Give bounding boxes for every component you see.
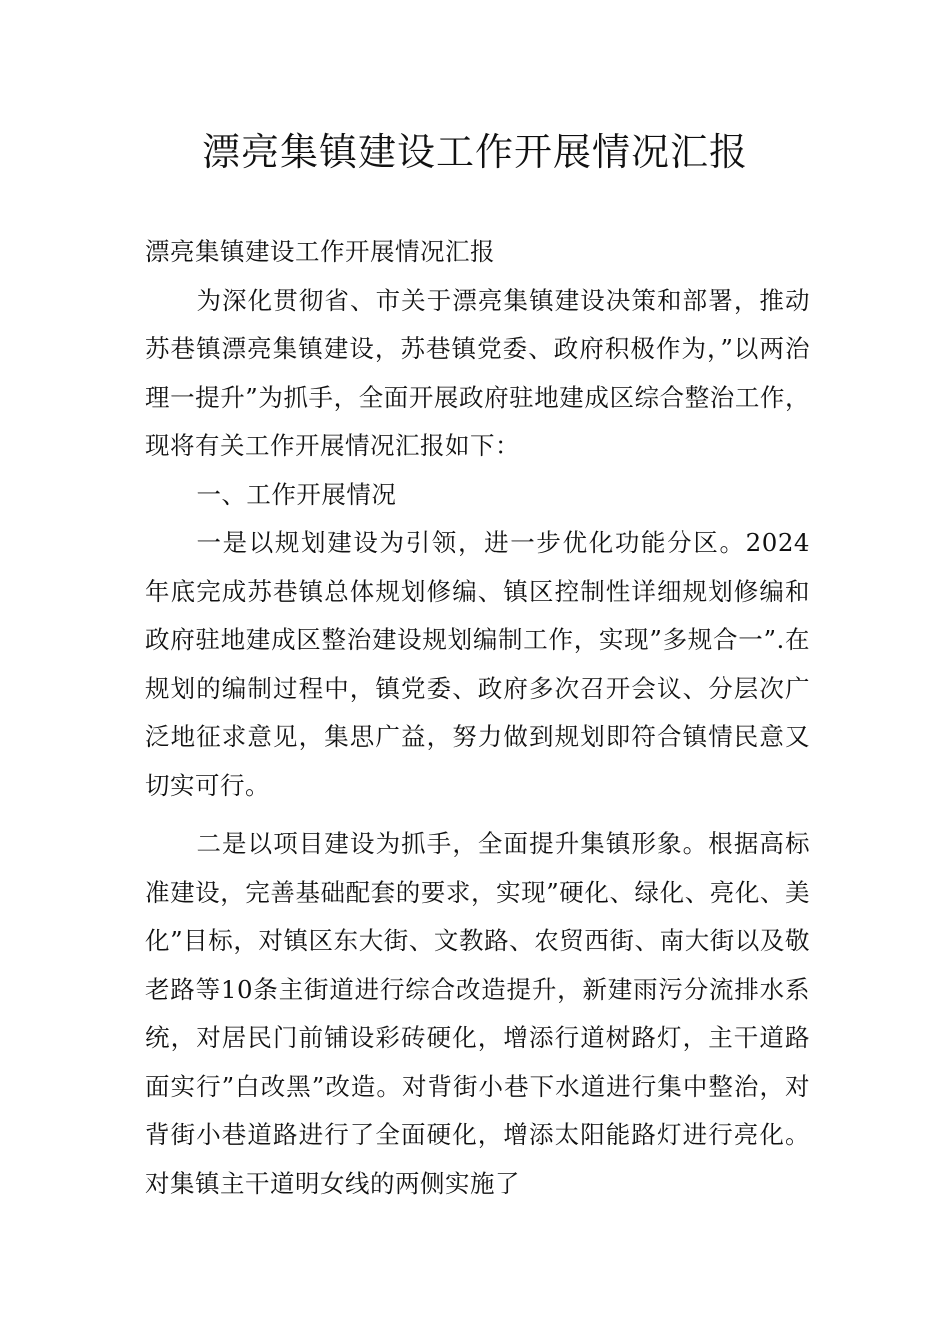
document-title: 漂亮集镇建设工作开展情况汇报 — [201, 130, 748, 174]
intro-paragraph: 为深化贯彻省、市关于漂亮集镇建设决策和部署，推动苏巷镇漂亮集镇建设，苏巷镇党委、政府积极作为，”以两治理一提升”为抓手，全面开展政府驻地建成区综合整治工作，现将有关工作开展情况汇报如下： — [145, 285, 810, 460]
body-paragraph-projects: 二是以项目建设为抓手，全面提升集镇形象。根据高标准建设，完善基础配套的要求，实现”硬化、绿化、亮化、美化”目标，对镇区东大街、文教路、农贸西街、南大街以及敬老路等10条主街道进行综合改造提升，新建雨污分流排水系统，对居民门前铺设彩砖硬化，增添行道树路灯，主干道路面实行”白改黑”改造。对背街小巷下水道进行集中整治，对背街小巷道路进行了全面硬化，增添太阳能路灯进行亮化。对集镇主干道明女线的两侧实施了 — [145, 829, 810, 1198]
section-heading: 一、工作开展情况 — [196, 479, 397, 509]
body-paragraph-planning: 一是以规划建设为引领，进一步优化功能分区。2024年底完成苏巷镇总体规划修编、镇区控制性详细规划修编和政府驻地建成区整治建设规划编制工作，实现”多规合一”.在规划的编制过程中，镇党委、政府多次召开会议、分层次广泛地征求意见，集思广益，努力做到规划即符合镇情民意又切实可行。 — [145, 528, 810, 800]
document-body — [145, 228, 810, 1208]
document-subtitle: 漂亮集镇建设工作开展情况汇报 — [145, 237, 495, 266]
